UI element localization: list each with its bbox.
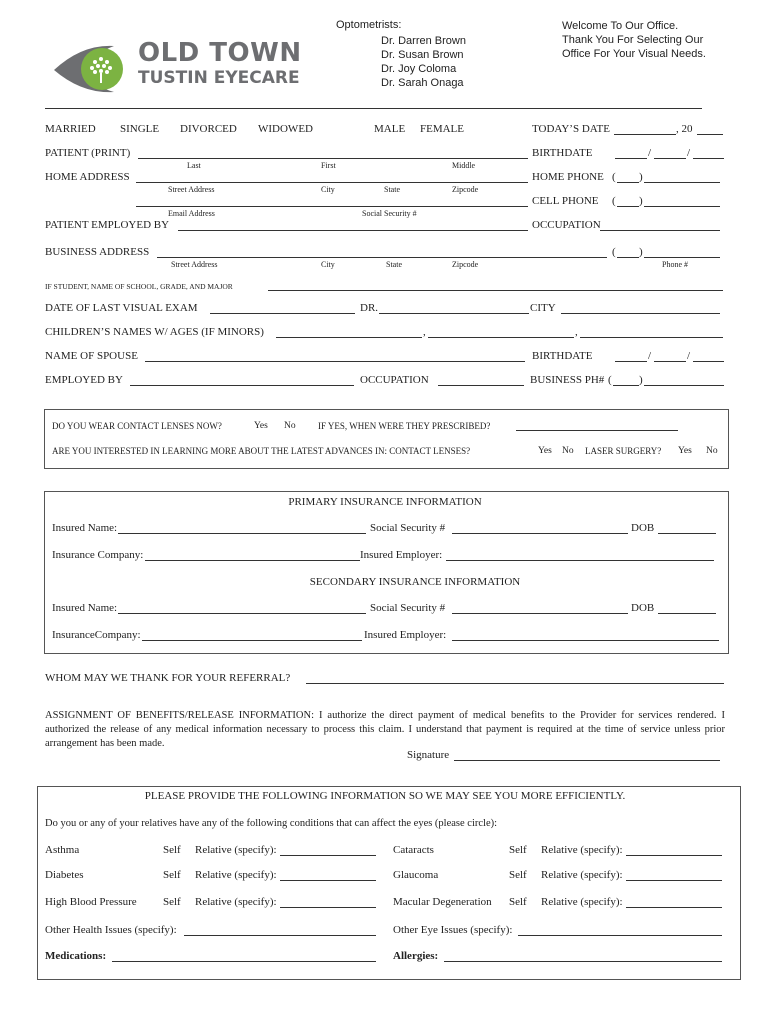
home-phone-area-field[interactable] [617,182,639,183]
medical-title: PLEASE PROVIDE THE FOLLOWING INFORMATION SO WE MAY SEE YOU MORE EFFICIENTLY. [144,790,626,802]
other-health-field[interactable] [184,935,376,936]
welcome-message [562,19,706,61]
other-health-label: Other Health Issues (specify): [45,924,177,936]
macular-relative-field[interactable] [626,907,722,908]
paren: ) [639,374,643,386]
primary-insurance-title: PRIMARY INSURANCE INFORMATION [288,496,482,508]
other-eye-field[interactable] [518,935,722,936]
sublabel-zipcode: Zipcode [452,185,479,194]
sublabel-city: City [321,185,335,194]
doctor-name: Dr. Susan Brown [381,49,464,61]
secondary-ssn-field[interactable] [452,613,628,614]
medical-box [37,786,741,980]
paren: ( [612,195,616,207]
secondary-dob-field[interactable] [658,613,716,614]
secondary-insured-name-label: Insured Name: [52,602,118,614]
occupation-label: OCCUPATION [532,219,601,231]
date-separator: / [687,147,691,159]
laser-surgery-label: LASER SURGERY? [585,446,662,456]
sublabel-last: Last [187,161,201,170]
condition-high-blood-pressure[interactable]: High Blood Pressure [45,896,137,908]
primary-dob-label: DOB [631,522,655,534]
comma: , [575,326,578,338]
date-separator: / [687,350,691,362]
patient-employed-by-field[interactable] [178,230,528,231]
paren: ) [639,171,643,183]
welcome-line: Thank You For Selecting Our [562,34,704,46]
signature-label: Signature [407,749,450,761]
medical-prompt: Do you or any of your relatives have any of the following conditions that can affect the eyes (please circle): [45,818,498,829]
doctor-list [381,34,466,90]
sublabel-middle: Middle [452,161,476,170]
doctor-name: Dr. Sarah Onaga [381,77,464,89]
contact-lens-box [44,409,729,469]
children-label: CHILDREN’S NAMES W/ AGES (IF MINORS) [45,326,264,338]
last-exam-label: DATE OF LAST VISUAL EXAM [45,302,198,314]
spouse-birth-year-field[interactable] [693,361,724,362]
spouse-name-field[interactable] [145,361,525,362]
primary-company-field[interactable] [145,560,360,561]
glaucoma-relative-field[interactable] [626,880,722,881]
medications-label: Medications: [45,950,107,962]
asthma-relative-label: Relative (specify): [195,844,277,856]
paren: ) [639,195,643,207]
option-widowed[interactable]: WIDOWED [258,123,313,135]
business-phone-area-field[interactable] [617,257,639,258]
diabetes-self[interactable]: Self [163,869,181,881]
condition-glaucoma[interactable]: Glaucoma [393,869,439,881]
spouse-birth-day-field[interactable] [654,361,686,362]
condition-cataracts[interactable]: Cataracts [393,844,434,856]
spouse-employed-by-label: EMPLOYED BY [45,374,123,386]
assignment-text: ASSIGNMENT OF BENEFITS/RELEASE INFORMATION: I authorize the direct payment of medical benefits to the Provider for services rendered. I authorized the release of any medical information necessary to process this claim. I understand that payment is required at the time of service unless prior arrangement has been made. [45,710,725,749]
patient-name-field[interactable] [138,158,528,159]
year-field[interactable] [697,134,723,135]
macular-self[interactable]: Self [509,896,527,908]
condition-diabetes[interactable]: Diabetes [45,869,84,881]
secondary-dob-label: DOB [631,602,655,614]
condition-asthma[interactable]: Asthma [45,844,80,856]
paren: ( [612,246,616,258]
primary-ssn-label: Social Security # [370,522,446,534]
patient-label: PATIENT (PRINT) [45,147,131,159]
primary-insured-name-label: Insured Name: [52,522,118,534]
todays-date-label: TODAY’S DATE [532,123,610,135]
prescribed-question: IF YES, WHEN WERE THEY PRESCRIBED? [318,421,491,431]
spouse-business-ph-label: BUSINESS PH# [530,374,605,386]
logo-line2: TUSTIN EYECARE [138,68,300,88]
secondary-company-field[interactable] [142,640,362,641]
contact-lenses-no[interactable]: No [562,446,574,456]
child-field-1[interactable] [276,337,422,338]
paren: ( [608,374,612,386]
primary-ssn-field[interactable] [452,533,628,534]
laser-yes[interactable]: Yes [678,446,692,456]
spouse-birthdate-label: BIRTHDATE [532,350,593,362]
child-field-3[interactable] [580,337,723,338]
occupation-field[interactable] [600,230,720,231]
diabetes-relative-label: Relative (specify): [195,869,277,881]
optometrists-label: Optometrists: [336,19,402,31]
sublabel-state: State [384,185,400,194]
option-single[interactable]: SINGLE [120,123,160,135]
diabetes-relative-field[interactable] [280,880,376,881]
laser-no[interactable]: No [706,446,718,456]
spouse-phone-area-field[interactable] [613,385,639,386]
business-address-label: BUSINESS ADDRESS [45,246,150,258]
eye-logo-icon [52,40,142,96]
hbp-self[interactable]: Self [163,896,181,908]
allergies-label: Allergies: [393,950,439,962]
paren: ) [639,246,643,258]
cell-phone-field[interactable] [644,206,720,207]
prescribed-date-field[interactable] [516,430,678,431]
option-female[interactable]: FEMALE [420,123,464,135]
hbp-relative-field[interactable] [280,907,376,908]
sublabel-street: Street Address [171,260,218,269]
welcome-line: Welcome To Our Office. [562,20,679,32]
primary-employer-field[interactable] [446,560,714,561]
birth-year-field[interactable] [693,158,724,159]
macular-relative-label: Relative (specify): [541,896,623,908]
year-prefix: , 20 [676,123,693,135]
spouse-phone-field[interactable] [644,385,724,386]
option-married[interactable]: MARRIED [45,123,96,135]
secondary-insurance-title: SECONDARY INSURANCE INFORMATION [309,576,521,588]
birth-day-field[interactable] [654,158,686,159]
primary-employer-label: Insured Employer: [360,549,443,561]
contacts-yes[interactable]: Yes [254,421,268,431]
option-male[interactable]: MALE [374,123,406,135]
sublabel-ssn: Social Security # [362,209,417,218]
cell-phone-area-field[interactable] [617,206,639,207]
cell-phone-label: CELL PHONE [532,195,599,207]
business-phone-field[interactable] [644,257,720,258]
email-ssn-field[interactable] [136,206,528,207]
referral-label: WHOM MAY WE THANK FOR YOUR REFERRAL? [45,672,291,684]
todays-date-field[interactable] [614,134,676,135]
spouse-birth-month-field[interactable] [615,361,647,362]
asthma-relative-field[interactable] [280,855,376,856]
home-phone-field[interactable] [644,182,720,183]
sublabel-phone: Phone # [662,260,688,269]
signature-field[interactable] [454,760,720,761]
last-exam-date-field[interactable] [210,313,355,314]
hbp-relative-label: Relative (specify): [195,896,277,908]
referral-field[interactable] [306,683,724,684]
child-field-2[interactable] [428,337,574,338]
contacts-no[interactable]: No [284,421,296,431]
secondary-company-label: InsuranceCompany: [52,629,141,641]
business-address-field[interactable] [157,257,607,258]
birth-month-field[interactable] [615,158,647,159]
cataracts-self[interactable]: Self [509,844,527,856]
birthdate-label: BIRTHDATE [532,147,593,159]
exam-dr-field[interactable] [379,313,529,314]
asthma-self[interactable]: Self [163,844,181,856]
allergies-field[interactable] [444,961,722,962]
secondary-employer-label: Insured Employer: [364,629,447,641]
contact-lenses-yes[interactable]: Yes [538,446,552,456]
sublabel-street: Street Address [168,185,215,194]
home-address-field[interactable] [136,182,528,183]
doctor-name: Dr. Darren Brown [381,35,466,47]
primary-insured-name-field[interactable] [118,533,366,534]
welcome-line: Office For Your Visual Needs. [562,48,706,60]
cataracts-relative-field[interactable] [626,855,722,856]
home-phone-label: HOME PHONE [532,171,604,183]
sublabel-state: State [386,260,402,269]
patient-employed-by-label: PATIENT EMPLOYED BY [45,219,170,231]
sublabel-city: City [321,260,335,269]
medications-field[interactable] [112,961,376,962]
cataracts-relative-label: Relative (specify): [541,844,623,856]
date-separator: / [648,147,652,159]
option-divorced[interactable]: DIVORCED [180,123,237,135]
paren: ( [612,171,616,183]
student-label: IF STUDENT, NAME OF SCHOOL, GRADE, AND MAJOR [45,282,233,291]
advances-question: ARE YOU INTERESTED IN LEARNING MORE ABOUT THE LATEST ADVANCES IN: CONTACT LENSES? [52,446,471,456]
comma: , [423,326,426,338]
sublabel-zipcode: Zipcode [452,260,479,269]
sublabel-first: First [321,161,336,170]
spouse-occupation-label: OCCUPATION [360,374,429,386]
sublabel-email: Email Address [168,209,215,218]
spouse-employed-by-field[interactable] [130,385,354,386]
exam-city-label: CITY [530,302,556,314]
other-eye-label: Other Eye Issues (specify): [393,924,513,936]
secondary-employer-field[interactable] [452,640,719,641]
primary-dob-field[interactable] [658,533,716,534]
glaucoma-relative-label: Relative (specify): [541,869,623,881]
contacts-question: DO YOU WEAR CONTACT LENSES NOW? [52,421,222,431]
logo-line1: OLD TOWN [138,38,302,68]
home-address-label: HOME ADDRESS [45,171,130,183]
doctor-name: Dr. Joy Coloma [381,63,457,75]
spouse-occupation-field[interactable] [438,385,524,386]
logo [52,40,322,96]
condition-macular-degeneration[interactable]: Macular Degeneration [393,896,492,908]
spouse-label: NAME OF SPOUSE [45,350,138,362]
date-separator: / [648,350,652,362]
glaucoma-self[interactable]: Self [509,869,527,881]
secondary-ssn-label: Social Security # [370,602,446,614]
primary-company-label: Insurance Company: [52,549,144,561]
exam-city-field[interactable] [561,313,720,314]
student-field[interactable] [268,290,723,291]
exam-dr-label: DR. [360,302,379,314]
secondary-insured-name-field[interactable] [118,613,366,614]
header-divider [45,108,702,109]
